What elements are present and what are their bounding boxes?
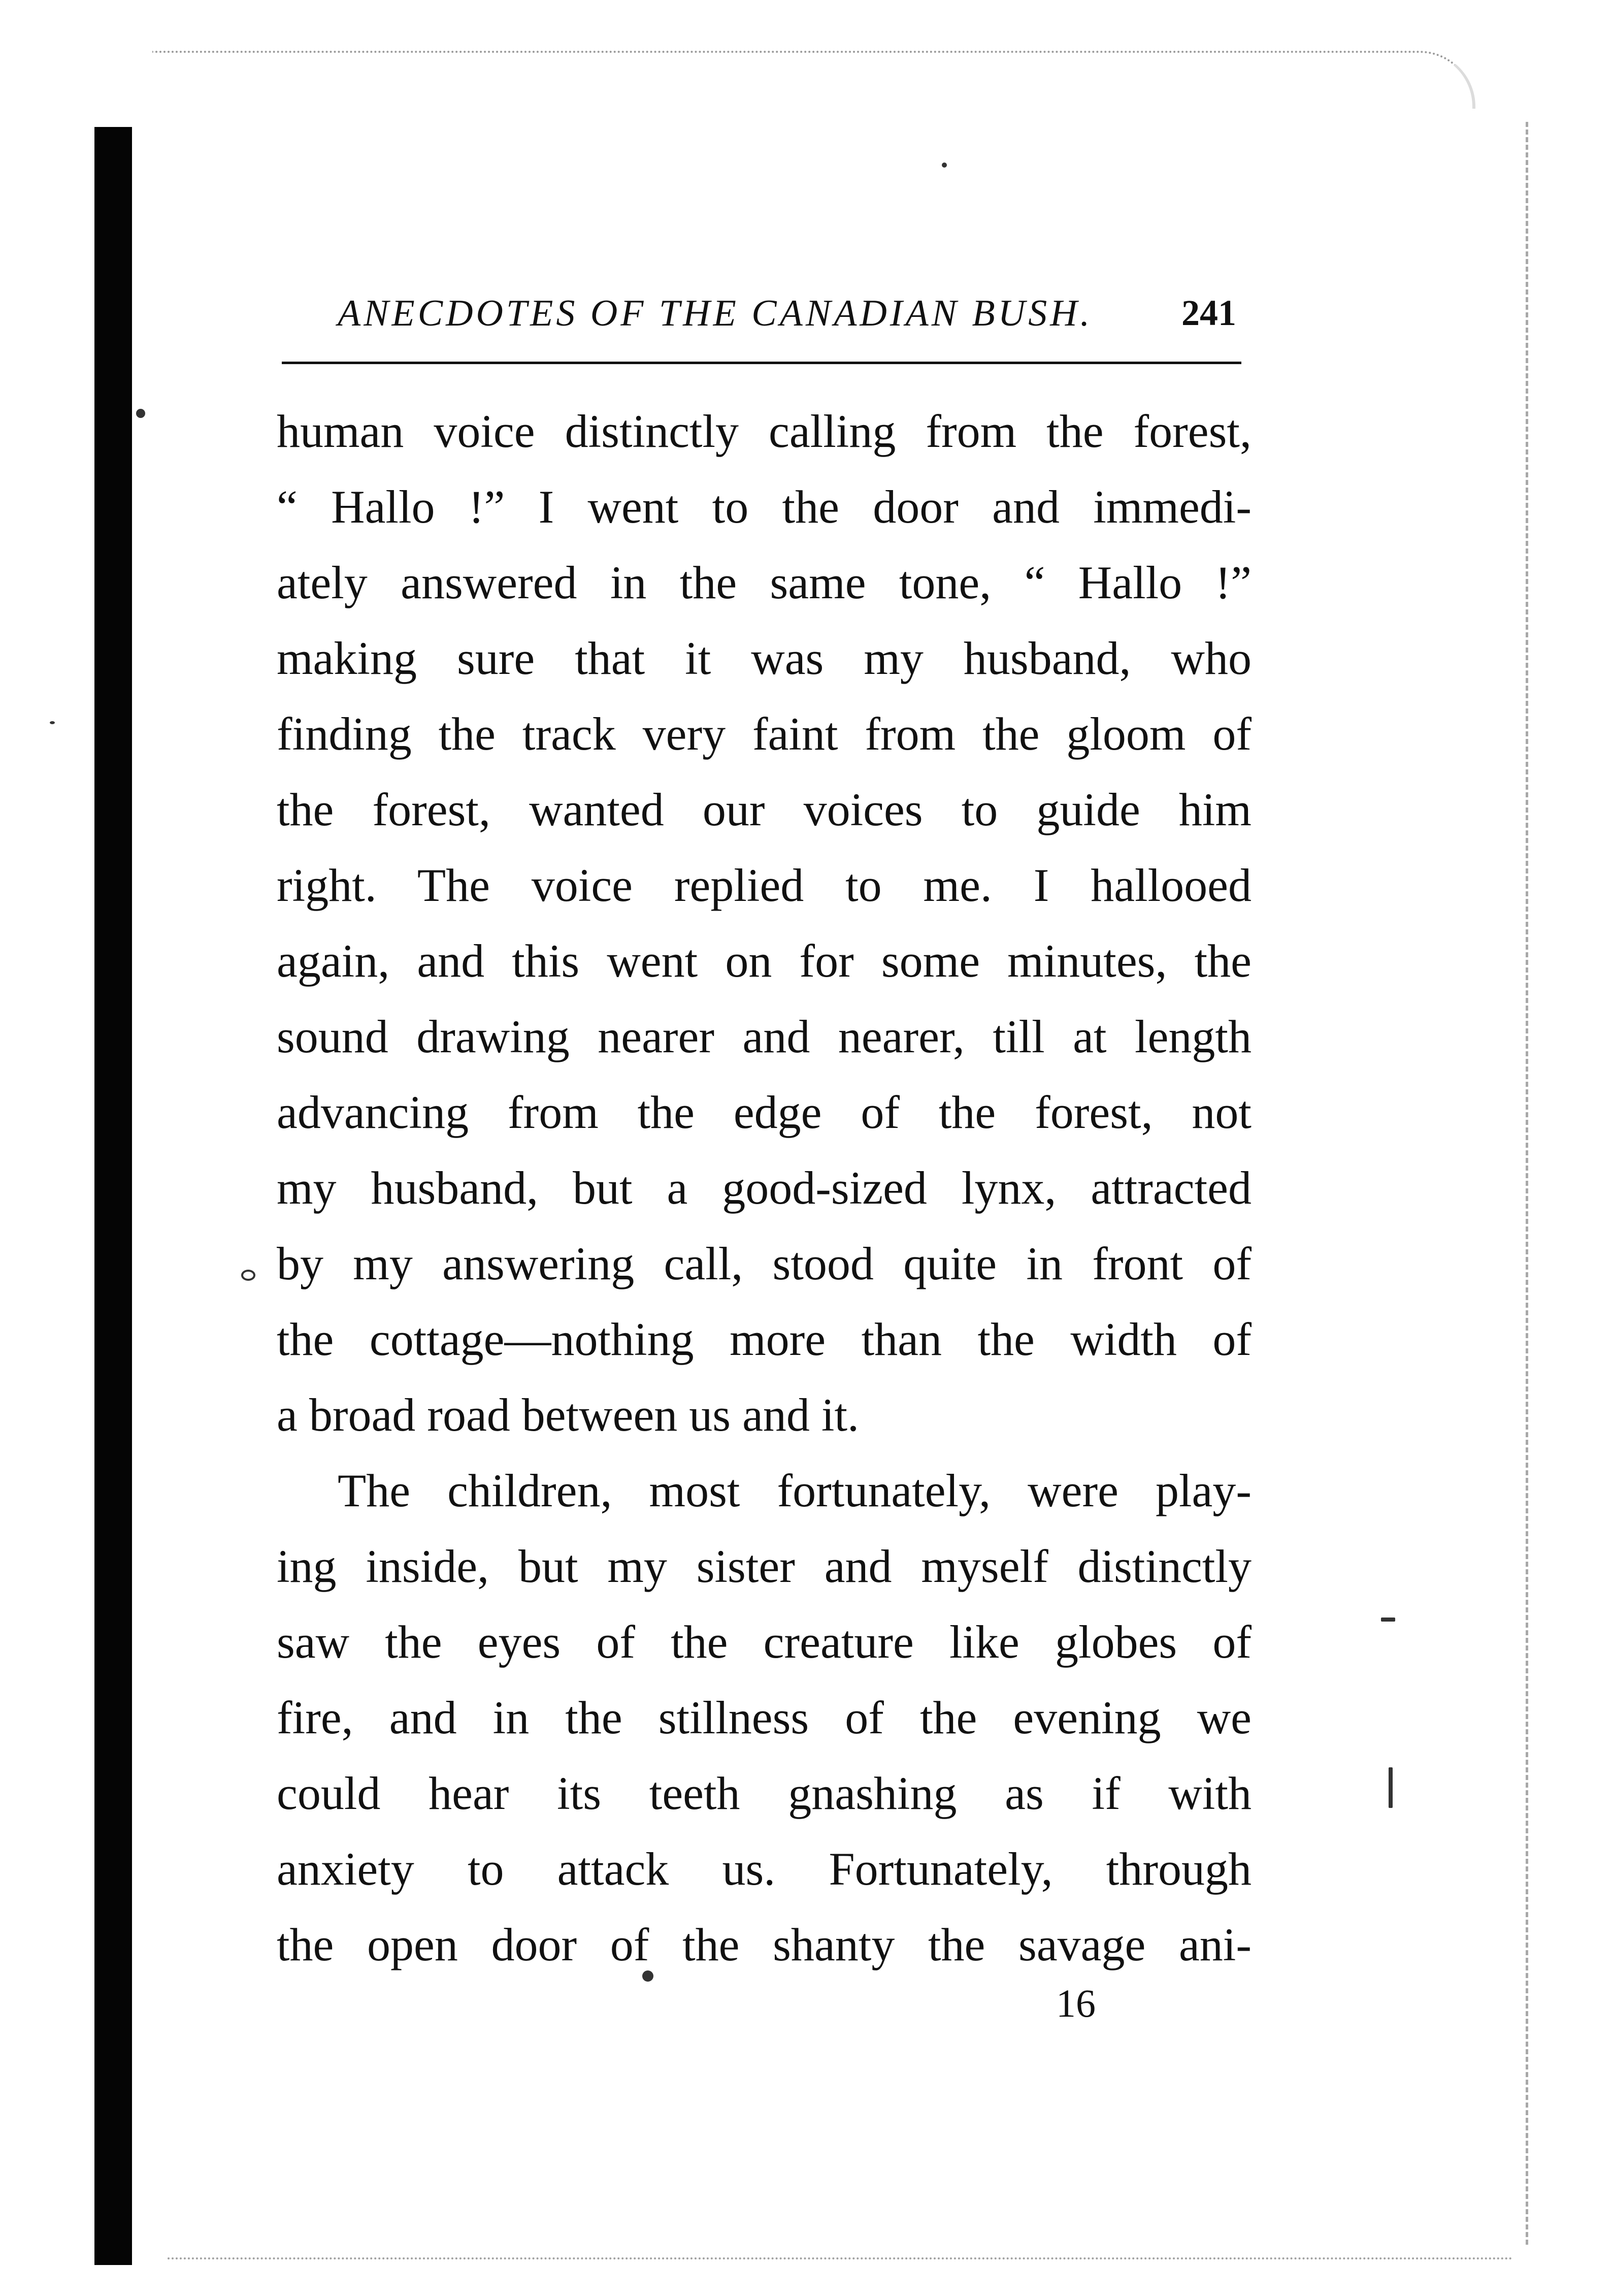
text-line-paragraph-end: a broad road between us and it. — [277, 1389, 860, 1441]
running-title: ANECDOTES OF THE CANADIAN BUSH. — [338, 293, 1093, 334]
text-line: anxiety to attack us. Fortunately, through — [277, 1843, 1252, 1895]
text-line: advancing from the edge of the forest, not — [277, 1086, 1252, 1138]
text-line: fire, and in the stillness of the evening we — [277, 1692, 1252, 1743]
text-line: my husband, but a good-sized lynx, attracted — [277, 1162, 1252, 1214]
text-line: ately answered in the same tone, “ Hallo !” — [277, 557, 1252, 608]
page-edge-top — [152, 51, 1475, 109]
page-number: 241 — [1181, 293, 1236, 333]
text-line: could hear its teeth gnashing as if with — [277, 1767, 1252, 1819]
text-line: the open door of the shanty the savage ani- — [277, 1919, 1252, 1970]
text-line: finding the track very faint from the gloom of — [277, 708, 1252, 760]
signature-mark: 16 — [1056, 1981, 1096, 2025]
text-line-paragraph-start: The children, most fortunately, were play- — [338, 1465, 1252, 1516]
page-edge-right — [1526, 122, 1528, 2245]
text-line: by my answering call, stood quite in front of — [277, 1238, 1252, 1289]
text-line: saw the eyes of the creature like globes of — [277, 1616, 1252, 1668]
text-line: right. The voice replied to me. I hallooed — [277, 859, 1252, 911]
text-line: human voice distinctly calling from the forest, — [277, 405, 1252, 457]
page-edge-bottom — [168, 2257, 1513, 2259]
text-line: the forest, wanted our voices to guide him — [277, 784, 1252, 835]
text-line: “ Hallo !” I went to the door and immedi- — [277, 481, 1252, 533]
text-line: sound drawing nearer and nearer, till at length — [277, 1011, 1252, 1062]
text-line: the cottage—nothing more than the width of — [277, 1313, 1252, 1365]
header-rule — [282, 362, 1241, 364]
text-line: making sure that it was my husband, who — [277, 632, 1252, 684]
running-head — [277, 282, 1246, 338]
body-text — [277, 394, 1252, 1983]
text-line: ing inside, but my sister and myself distinctly — [277, 1540, 1252, 1592]
text-line: again, and this went on for some minutes, the — [277, 935, 1252, 987]
binding-shadow — [94, 127, 132, 2265]
